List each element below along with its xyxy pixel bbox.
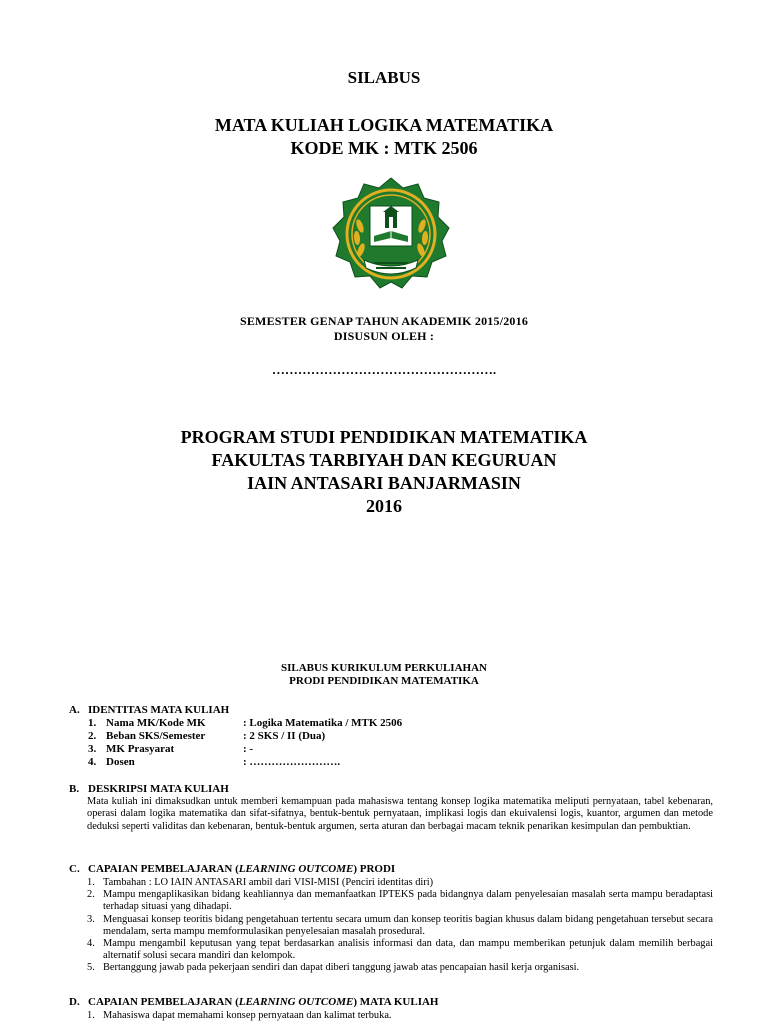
semester-line: SEMESTER GENAP TAHUN AKADEMIK 2015/2016 bbox=[239, 314, 529, 328]
list-item-text: Menguasai konsep teoritis bidang pengetahuan tertentu secara umum dan konsep teoritis bagian khusus dalam bidang pengetahuan tersebut secara mendalam, serta mampu memformulasikan penyelesaian masalah prosedural. bbox=[103, 913, 713, 937]
section-title-italic: LEARNING OUTCOME bbox=[238, 996, 354, 1008]
section-d-heading bbox=[69, 996, 713, 1009]
list-item bbox=[87, 962, 713, 974]
identity-row bbox=[88, 756, 402, 769]
compiled-by: DISUSUN OLEH : bbox=[333, 329, 435, 343]
section-letter: A. bbox=[69, 704, 80, 716]
list-item-number: 4. bbox=[87, 938, 95, 950]
list-item bbox=[87, 914, 713, 938]
syllabus-heading bbox=[0, 662, 768, 688]
list-item-number: 5. bbox=[87, 962, 95, 974]
section-title: DESKRIPSI MATA KULIAH bbox=[88, 783, 229, 795]
list-item-number: 2. bbox=[87, 889, 95, 901]
list-item-number: 1. bbox=[87, 877, 95, 888]
section-letter: B. bbox=[69, 783, 80, 795]
identity-row bbox=[88, 717, 402, 730]
list-item bbox=[87, 938, 713, 962]
row-value: : Logika Matematika / MTK 2506 bbox=[243, 717, 403, 729]
list-item-number: 3. bbox=[87, 913, 95, 925]
section-letter: C. bbox=[69, 863, 80, 875]
row-label: MK Prasyarat bbox=[106, 743, 175, 755]
section-a-heading bbox=[69, 704, 713, 717]
list-item-text: Mahasiswa dapat memahami konsep pernyataan dan kalimat terbuka. bbox=[103, 1010, 392, 1021]
list-item-number: 1. bbox=[87, 1010, 95, 1021]
course-title bbox=[0, 114, 768, 160]
program-name: PROGRAM STUDI PENDIDIKAN MATEMATIKA bbox=[180, 427, 588, 447]
row-number: 3. bbox=[88, 743, 97, 755]
section-title: CAPAIAN PEMBELAJARAN (LEARNING OUTCOME) PRODI bbox=[88, 863, 396, 875]
course-name: MATA KULIAH LOGIKA MATEMATIKA bbox=[214, 115, 554, 135]
institution-name: IAIN ANTASARI BANJARMASIN bbox=[247, 473, 521, 493]
author-placeholder: ……………………………………………. bbox=[271, 362, 497, 377]
section-b-heading bbox=[69, 783, 713, 796]
section-c-heading bbox=[69, 863, 713, 876]
row-number: 4. bbox=[88, 756, 97, 768]
row-label: Beban SKS/Semester bbox=[106, 730, 206, 742]
course-code: KODE MK : MTK 2506 bbox=[290, 138, 478, 158]
course-description: Mata kuliah ini dimaksudkan untuk memberi kemampuan pada mahasiswa tentang konsep logika matematika meliputi pernyataan, tabel kebenaran, operasi dalam logika matematika dan sifat-sifatnya, bentuk-bentuk pernyataan, implikasi logis dan ekuivalensi logis, kuantor, argumen dan metode deduksi seperti validitas dan kebenaran, bentuk-bentuk argumen, serta aturan dan berbagai macam teknik penarikan kesimpulan dan pembuktian. bbox=[87, 796, 713, 832]
syllabus-heading-line1: SILABUS KURIKULUM PERKULIAHAN bbox=[281, 662, 487, 674]
row-value: : ……………………. bbox=[243, 756, 341, 768]
iain-antasari-emblem-icon bbox=[330, 176, 452, 294]
list-item-text: Bertanggung jawab pada pekerjaan sendiri dan dapat diberi tanggung jawab atas pencapaian hasil kerja organisasi. bbox=[103, 962, 580, 974]
course-outcomes-list bbox=[87, 1010, 713, 1022]
row-value: : - bbox=[243, 743, 254, 755]
semester-block bbox=[0, 314, 768, 344]
row-label: Dosen bbox=[106, 756, 135, 768]
program-block bbox=[0, 426, 768, 518]
cover-year: 2016 bbox=[366, 496, 402, 516]
section-title: IDENTITAS MATA KULIAH bbox=[88, 704, 230, 716]
identity-row bbox=[88, 743, 402, 756]
cover-title: SILABUS bbox=[347, 68, 421, 87]
list-item-text: Mampu mengambil keputusan yang tepat berdasarkan analisis informasi dan data, dan mampu memberikan petunjuk dalam memilih berbagai alternatif solusi secara mandiri dan kelompok. bbox=[103, 938, 713, 962]
row-number: 2. bbox=[88, 730, 97, 742]
section-letter: D. bbox=[69, 996, 80, 1008]
list-item-text: Tambahan : LO IAIN ANTASARI ambil dari VISI-MISI (Penciri identitas diri) bbox=[103, 877, 434, 888]
list-item bbox=[87, 889, 713, 913]
row-value: : 2 SKS / II (Dua) bbox=[243, 730, 326, 742]
list-item bbox=[87, 877, 713, 889]
section-title: CAPAIAN PEMBELAJARAN (LEARNING OUTCOME) MATA KULIAH bbox=[88, 996, 439, 1008]
list-item-text: Mampu mengaplikasikan bidang keahliannya dan memanfaatkan IPTEKS pada bidangnya dalam penyelesaian masalah serta mampu beradaptasi terhadap situasi yang dihadapi. bbox=[103, 889, 713, 913]
section-title-italic: LEARNING OUTCOME bbox=[238, 863, 354, 875]
identity-row bbox=[88, 730, 402, 743]
identity-table bbox=[88, 717, 402, 769]
program-outcomes-list bbox=[87, 877, 713, 975]
faculty-name: FAKULTAS TARBIYAH DAN KEGURUAN bbox=[211, 450, 557, 470]
list-item bbox=[87, 1010, 713, 1022]
syllabus-heading-line2: PRODI PENDIDIKAN MATEMATIKA bbox=[289, 675, 479, 687]
row-label: Nama MK/Kode MK bbox=[106, 717, 206, 729]
row-number: 1. bbox=[88, 717, 97, 729]
